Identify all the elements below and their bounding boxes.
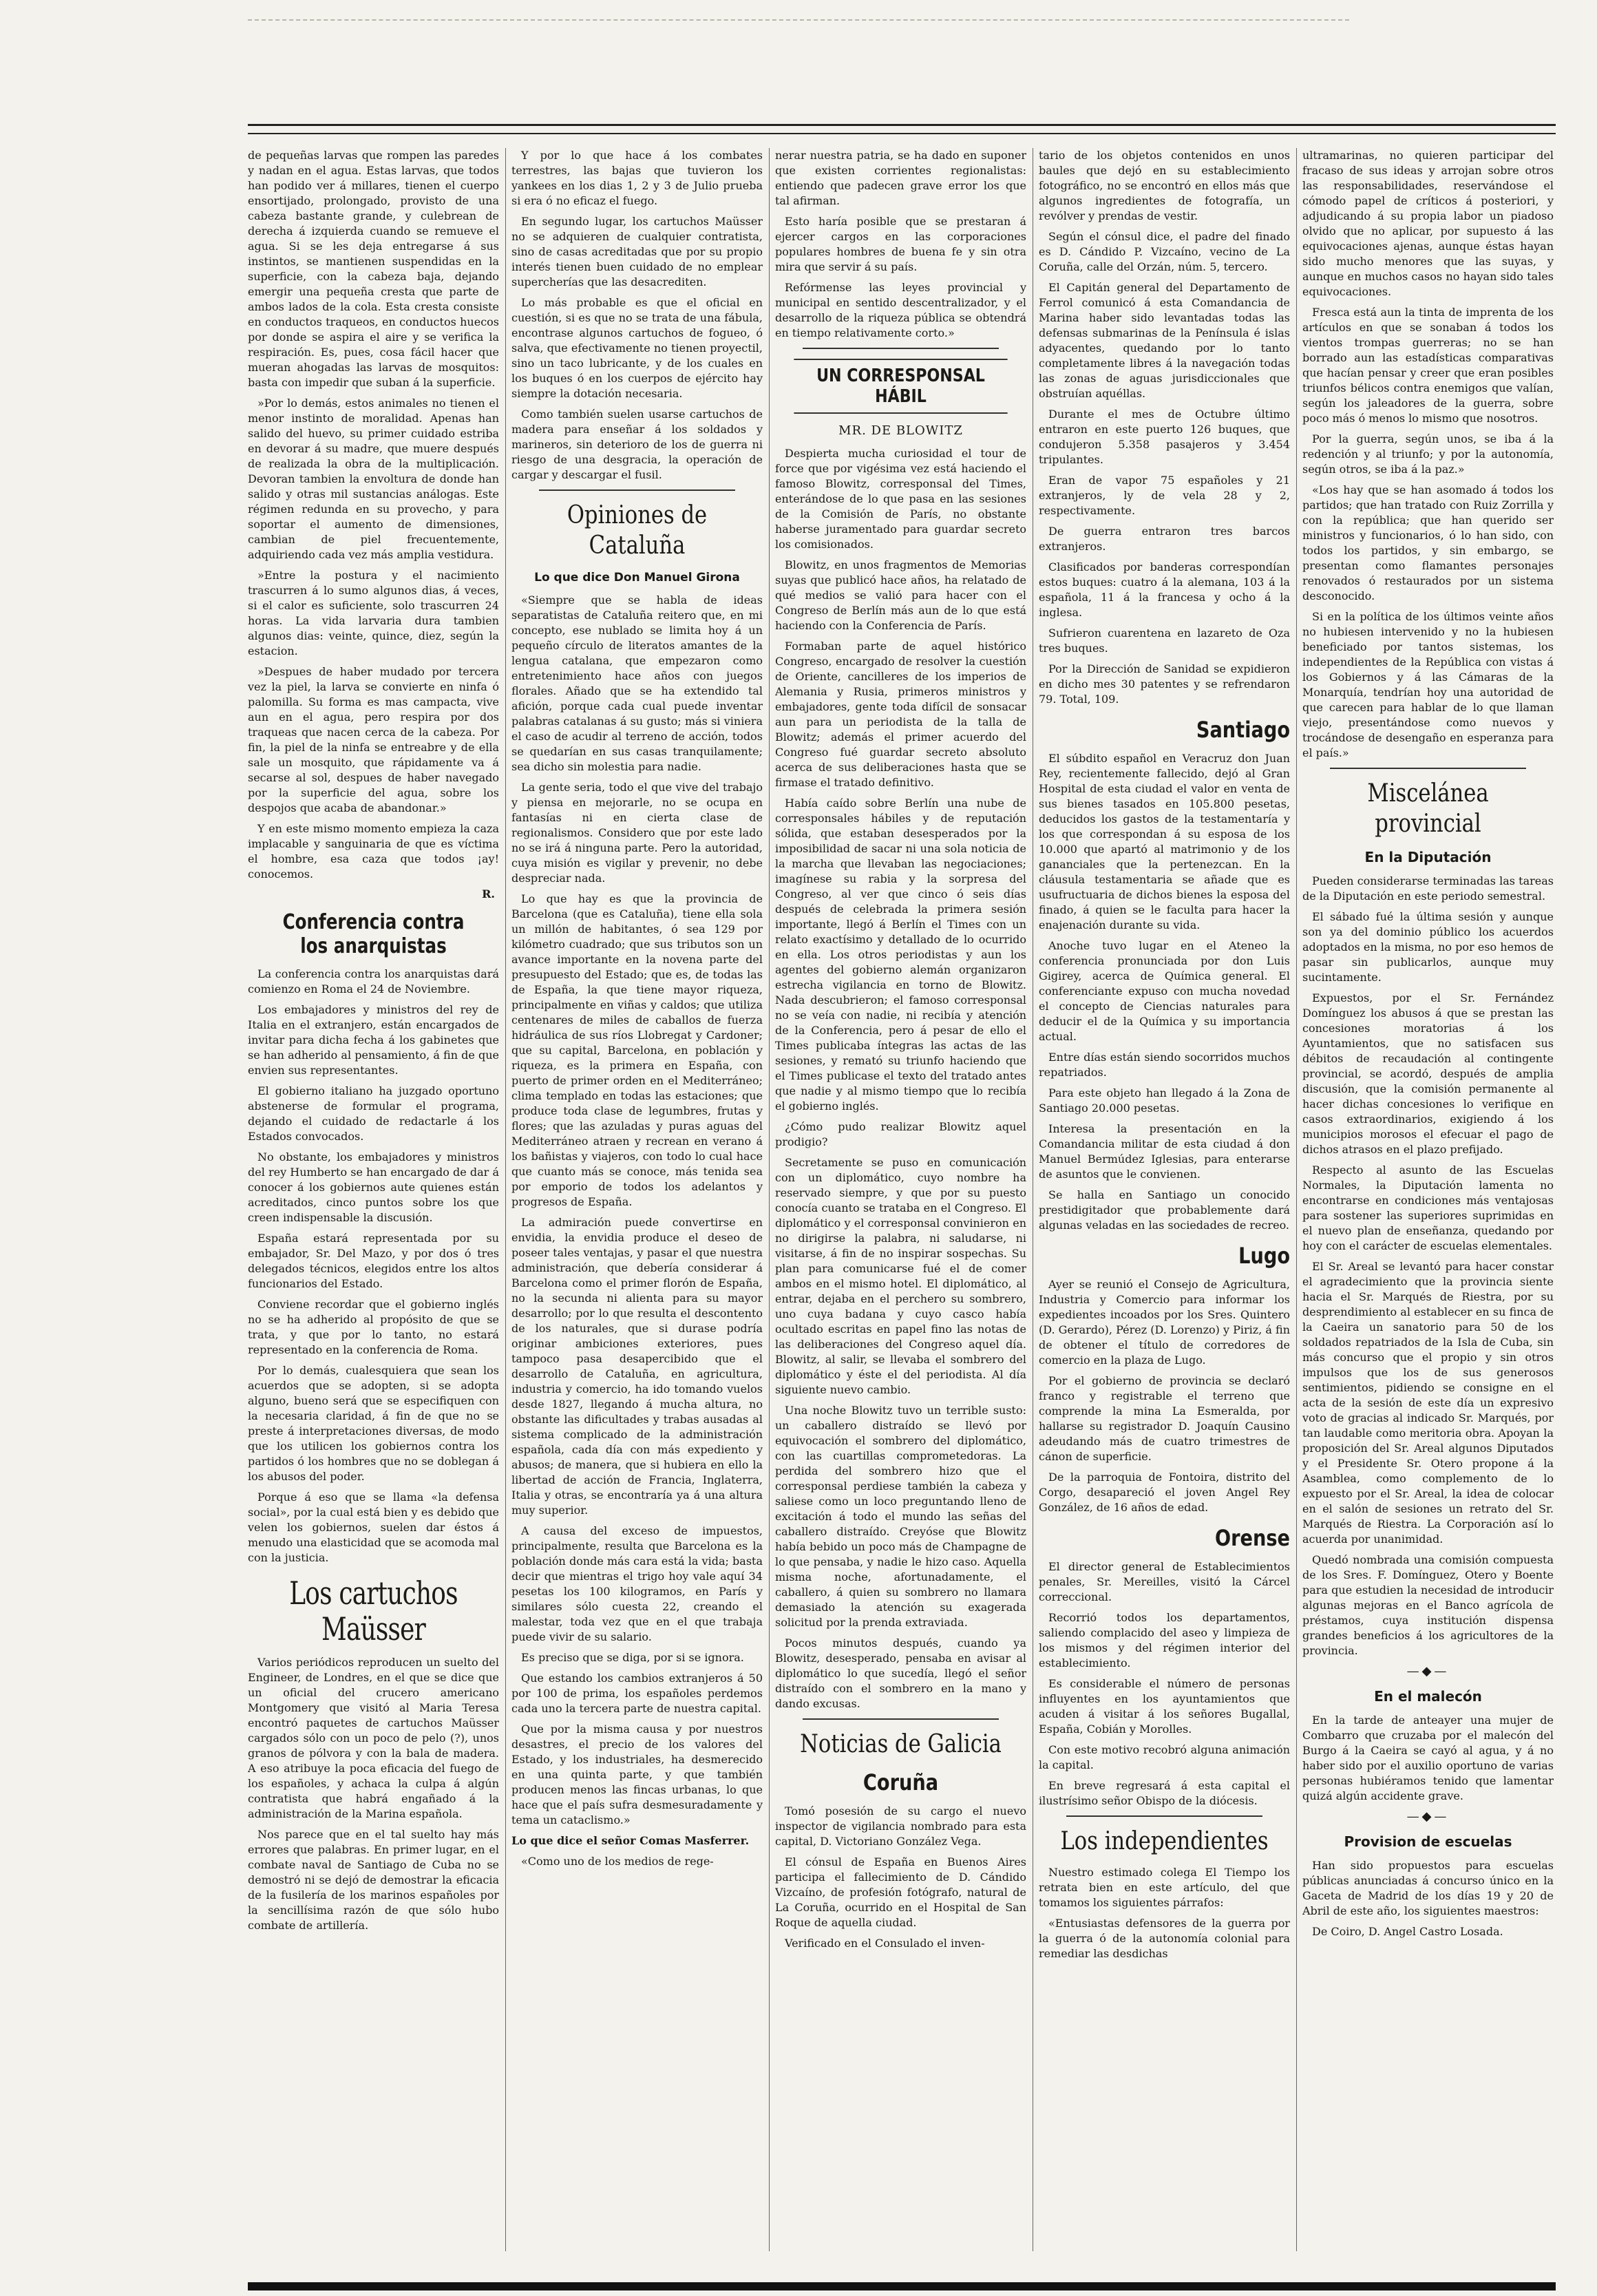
column-1 — [248, 148, 499, 2251]
article-paragraph: ¿Cómo pudo realizar Blowitz aquel prodigio? — [775, 1120, 1026, 1148]
article-paragraph: Para este objeto han llegado á la Zona de Santiago 20.000 pesetas. — [1039, 1086, 1290, 1115]
article-paragraph: «Entusiastas defensores de la guerra por la guerra ó de la autonomía colonial para remediar las desdichas — [1039, 1917, 1290, 1960]
newspaper-columns — [248, 148, 1556, 2255]
divider — [1330, 768, 1526, 769]
subheadline-escuelas: Provision de escuelas — [1344, 1833, 1512, 1850]
ornament-divider: —◆— — [1406, 1809, 1450, 1824]
headline-conferencia: Conferencia contra los anarquistas — [282, 910, 465, 958]
headline-galicia: Noticias de Galicia — [800, 1730, 1002, 1758]
article-paragraph: Por lo demás, cualesquiera que sean los acuerdos que se adopten, si se adopta alguno, bueno será que se especifiquen con la necesaria claridad, á fin de que no se preste á interpretaciones diversas, de modo que los utilicen los gobiernos contra los partidos ó los hombres que no se doblegan á los abusos del poder. — [248, 1364, 499, 1483]
section-orense: Orense — [1215, 1525, 1290, 1551]
article-paragraph: Anoche tuvo lugar en el Ateneo la conferencia pronunciada por don Luis Gigirey, acerca de Química general. El conferenciante expuso con mucha novedad el concepto de Ciencias naturales para deducir el de la Química y su importancia actual. — [1039, 939, 1290, 1043]
article-paragraph: Ayer se reunió el Consejo de Agricultura, Industria y Comercio para informar los expedientes incoados por los Sres. Quintero (D. Gerardo), Pérez (D. Lorenzo) y Piriz, á fin de obtener el título de corredores de comercio en la plaza de Lugo. — [1039, 1278, 1290, 1367]
article-paragraph: »Por lo demás, estos animales no tienen el menor instinto de moralidad. Apenas han salido del huevo, su primer cuidado estriba en devorar á su madre, que muere después de realizada la obra de la multiplicación. Devoran tambien la envoltura de donde han salido y otras mil sustancias análogas. Este régimen redunda en su provecho, y para soportar el aumento de dimensiones, cambian de piel frecuentemente, adquiriendo cada vez más amplia vestidura. — [248, 397, 499, 561]
article-paragraph: De la parroquia de Fontoira, distrito del Corgo, desapareció el joven Angel Rey González, de 16 años de edad. — [1039, 1471, 1290, 1514]
divider — [803, 348, 999, 349]
article-paragraph: Eran de vapor 75 españoles y 21 extranjeros, ly de vela 28 y 2, respectivamente. — [1039, 474, 1290, 517]
article-paragraph: De Coiro, D. Angel Castro Losada. — [1312, 1925, 1503, 1938]
article-paragraph: La admiración puede convertirse en envidia, la envidia produce el deseo de poseer tales ventajas, y pasar el que nuestra administración, que debería considerar á Barcelona como el primer florón de España, no la secunda ni alienta para su mayor desarrollo; por lo que resulta el descontento de los naturales, que si durase podría originar ambiciones exteriores, pues tampoco pasa desapercibido que el desarrollo de Cataluña, en agricultura, industria y comercio, ha ido tomando vuelos desde 1827, llegando á mucha altura, no obstante las dificultades y trabas ausadas al sistema complicado de la administración española, cada día con más expediento y abusos; de manera, que si hubiera en ello la libertad de acción de Francia, Inglaterra, Italia y otras, se encontraría ya á una altura muy superior. — [511, 1216, 763, 1517]
headline-miscelanea: Miscelánea provincial — [1367, 779, 1489, 838]
column-separator — [769, 148, 770, 2251]
article-paragraph: Expuestos, por el Sr. Fernández Domínguez los abusos á que se prestan las concesiones moratorias á los Ayuntamientos, que no satisfacen sus débitos de recaudación al contingente provincial, se acordó, después de amplia discusión, que la comisión permanente al hacer dichas concesiones lo verifique en casos extraordinarios, exigiendo á los municipios morosos el efecuar el pago de dichos atrasos en el plazo prefijado. — [1302, 991, 1554, 1156]
article-paragraph: Con este motivo recobró alguna animación la capital. — [1039, 1743, 1290, 1771]
article-paragraph: Sufrieron cuarentena en lazareto de Oza tres buques. — [1039, 626, 1290, 655]
article-paragraph: Recorrió todos los departamentos, saliendo complacido del aseo y limpieza de los mismos y del régimen interior del establecimiento. — [1039, 1611, 1290, 1670]
article-paragraph: Por la Dirección de Sanidad se expidieron en dicho mes 30 patentes y se refrendaron 79. Total, 109. — [1039, 662, 1290, 706]
article-paragraph: El Sr. Areal se levantó para hacer constar el agradecimiento que la provincia siente hacia el Sr. Marqués de Riestra, por su desprendimiento al establecer en su finca de la Caeira un sanatorio para 50 de los soldados repatriados de la Isla de Cuba, sin más concurso que el propio y sin otros impulsos que los de sus generosos sentimientos, pidiendo se consigne en el acta de la sesión de este día un expresivo voto de gracias al indicado Sr. Marqués, por tan laudable como meritoria obra. Apoyan la proposición del Sr. Areal algunos Diputados y el Presidente Sr. Otero propone á la Asamblea, como complemento de lo expuesto por el Sr. Areal, la idea de colocar en el salón de sesiones un retrato del Sr. Marqués de Riestra. La Corporación así lo acuerda por unanimidad. — [1302, 1260, 1554, 1546]
article-paragraph: Entre días están siendo socorridos muchos repatriados. — [1039, 1051, 1290, 1079]
article-paragraph: Como también suelen usarse cartuchos de madera para enseñar á los soldados y marineros, sin deterioro de los de guerra ni riesgo de una desgracia, la operación de cargar y descargar el fusil. — [511, 408, 763, 481]
article-paragraph: En segundo lugar, los cartuchos Maüsser no se adquieren de cualquier contratista, sino de casas acreditadas que por su propio interés tienen buen cuidado de no emplear supercherías que las desacrediten. — [511, 215, 763, 288]
article-paragraph: Por la guerra, según unos, se iba á la redención y al triunfo; y por la autonomía, según otros, se iba á la paz.» — [1302, 432, 1554, 476]
article-paragraph: Blowitz, en unos fragmentos de Memorias suyas que publicó hace años, ha relatado de qué medios se valió para hacer con el Congreso de Berlín más aun de lo que está haciendo con la Conferencia de París. — [775, 558, 1026, 632]
article-paragraph: Han sido propuestos para escuelas públicas anunciadas á concurso único en la Gaceta de Madrid de los días 19 y 20 de Abril de este año, los siguientes maestros: — [1302, 1859, 1554, 1917]
article-paragraph: El gobierno italiano ha juzgado oportuno abstenerse de formular el programa, dejando el cuidado de redactarle á los Estados convocados. — [248, 1084, 499, 1143]
article-paragraph: «Como uno de los medios de rege- — [521, 1855, 714, 1868]
article-paragraph: No obstante, los embajadores y ministros del rey Humberto se han encargado de dar á conocer á los gobiernos aute quienes están acreditados, cinco puntos sobre los que creen indispensable la discusión. — [248, 1150, 499, 1224]
subheadline-girona: Lo que dice Don Manuel Girona — [534, 571, 740, 584]
bottom-rule — [248, 2282, 1556, 2290]
article-paragraph: Varios periódicos reproducen un suelto del Engineer, de Londres, en el que se dice que un oficial del crucero americano Montgomery que visitó al Maria Teresa encontró paquetes de cartuchos Maüsser cargados sólo con un poco de pelo (?), unos granos de pólvora y con la bala de madera. A eso atribuye la poca eficacia del fuego de los españoles, y achaca la culpa á algún contratista que habrá engañado á la administración de la Marina española. — [248, 1656, 499, 1820]
article-paragraph: Los embajadores y ministros del rey de Italia en el extranjero, están encargados de invitar para dicha fecha á los gabinetes que se han adherido al pensamiento, á fin de que envien sus representantes. — [248, 1003, 499, 1077]
article-paragraph: Nuestro estimado colega El Tiempo los retrata bien en este artículo, del que tomamos los siguientes párrafos: — [1039, 1866, 1290, 1909]
article-paragraph: Había caído sobre Berlín una nube de corresponsales hábiles y de reputación sólida, que estaban desesperados por la imposibilidad de sacar ni una sola noticia de la marcha que llevaban las negociaciones; imagínese su rabia y la sorpresa del Congreso, al ver que cinco ó seis días después de celebrada la primera sesión importante, llegó á Berlín el Times con un relato exactísimo y detallado de lo ocurrido en ella. Los otros periodistas y aun los agentes del gobierno alemán organizaron estrecha vigilancia en torno de Blowitz. Nada descubrieron; el famoso corresponsal no se veía con nadie, ni recibía y atención de la Conferencia, pero á pesar de ello el Times publicaba íntegras las actas de las sesiones, y remató su triunfo haciendo que el Times publicase el texto del tratado antes que nadie y al mismo tiempo que lo recibía el gobierno inglés. — [775, 797, 1026, 1113]
article-paragraph: Lo más probable es que el oficial en cuestión, si es que no se trata de una fábula, encontrase algunos cartuchos de fogueo, ó salva, que efectivamente no tienen proyectil, sino un taco lubricante, y de los cuales en los buques ó en los cuerpos de ejército hay siempre la dotación necesaria. — [511, 296, 763, 400]
article-paragraph: Por el gobierno de provincia se declaró franco y registrable el terreno que comprende la mina La Esmeralda, por hallarse su registrador D. Joaquín Causino adeudando más de cuatro trimestres de cánon de superficie. — [1039, 1374, 1290, 1463]
article-paragraph: Secretamente se puso en comunicación con un diplomático, cuyo nombre ha reservado siempre, y que por su puesto conocía cuanto se trataba en el Congreso. El diplomático y el corresponsal convinieron en no dirigirse la palabra, ni saludarse, ni visitarse, á fin de no inspirar sospechas. Su plan para comunicarse fué el de comer ambos en el mismo hotel. El diplomático, al entrar, dejaba en el perchero su sombrero, uno cuya badana y cuyo casco había ocultado escritas en papel fino las notas de las deliberaciones del Congreso aquel día. Blowitz, al salir, se llevaba el sombrero del diplomático y éste el del periodista. Al día siguiente nuevo cambio. — [775, 1156, 1026, 1396]
article-paragraph: ultramarinas, no quieren participar del fracaso de sus ideas y arrojan sobre otros las responsabilidades, reservándose el cómodo papel de críticos á posteriori, y adjudicando á su propia labor un piadoso olvido que no aplicar, por supuesto á las equivocaciones ajenas, aunque éstas hayan sido mucho menores que las suyas, y aunque en muchos casos no hayan sido tales equivocaciones. — [1302, 149, 1554, 298]
top-dashed-rule — [248, 19, 1349, 23]
column-separator — [505, 148, 506, 2251]
article-paragraph: Refórmense las leyes provincial y municipal en sentido descentralizador, y el desarrollo de la riqueza pública se obtendrá en tiempo relativamente corto.» — [775, 281, 1026, 339]
article-paragraph: »Entre la postura y el nacimiento trascurren á lo sumo algunos dias, á veces, si el calor es suficiente, solo trascurren 24 horas. La vida larvaria dura tambien algunos dias: veinte, quince, diez, según la estacion. — [248, 569, 499, 657]
article-paragraph: La gente seria, todo el que vive del trabajo y piensa en mejorarle, no se ocupa en fantasías ni en cierta clase de regionalismos. Considero que por este lado no se irá á ninguna parte. Pero la autoridad, cuya misión es vigilar y prevenir, no debe despreciar nada. — [511, 781, 763, 885]
subheadline-blowitz: MR. DE BLOWITZ — [838, 423, 963, 438]
column-2 — [511, 148, 763, 2251]
article-paragraph: Si en la política de los últimos veinte años no hubiesen intervenido y no la hubiesen beneficiado por tantos sistemas, los independientes de la República con vistas á los Gobiernos y á las Cámaras de la Monarquía, tendrían hoy una autoridad de que carecen para hablar de lo que llaman viejo, presentándose como nuevos y trocándose de desengaño en esperanza para el país.» — [1302, 610, 1554, 759]
article-paragraph: nerar nuestra patria, se ha dado en suponer que existen corrientes regionalistas: entiendo que padecen grave error los que tal afirman. — [775, 149, 1026, 207]
article-paragraph: «Los hay que se han asomado á todos los partidos; que han tratado con Ruiz Zorrilla y con la república; que han querido ser ministros y funcionarios, ó lo han sido, con todos los partidos, y sin embargo, se presentan como flamantes personajes renovados ó restaurados por un sistema desconocido. — [1302, 483, 1554, 602]
article-paragraph: Conviene recordar que el gobierno inglés no se ha adherido al propósito de que se trata, y que por lo tanto, no estará representado en la conferencia de Roma. — [248, 1298, 499, 1356]
article-paragraph: Es considerable el número de personas influyentes en los ayuntamientos que acuden á visitar á los señores Bugallal, España, Cobián y Morolles. — [1039, 1677, 1290, 1736]
article-paragraph: El Capitán general del Departamento de Ferrol comunicó á esta Comandancia de Marina haber sido levantadas todas las defensas submarinas de la Península é islas adyacentes, quedando por lo tanto completamente libres á la navegación todas las zonas de aguas jurisdiccionales que obstruían aquéllas. — [1039, 281, 1290, 400]
article-paragraph: A causa del exceso de impuestos, principalmente, resulta que Barcelona es la población donde más cara está la vida; basta decir que mientras el trigo hoy vale aquí 34 pesetas los 100 kilogramos, en París y similares sólo cuesta 22, creando el malestar, toda vez que en el que trabaja puede vivir de su salario. — [511, 1524, 763, 1643]
subheadline-diputacion: En la Diputación — [1364, 849, 1492, 865]
article-paragraph: Despierta mucha curiosidad el tour de force que por vigésima vez está haciendo el famoso Blowitz, corresponsal del Times, enterándose de lo que pasa en las sesiones de la Comisión de París, no obstante haberse juramentado para guardar secreto los comisionados. — [775, 447, 1026, 551]
section-lugo: Lugo — [1238, 1243, 1290, 1269]
column-3 — [775, 148, 1026, 2251]
article-paragraph: El cónsul de España en Buenos Aires participa el fallecimiento de D. Cándido Vizcaíno, de profesión fotógrafo, natural de La Coruña, ocurrido en el Hospital de San Roque de aquella ciudad. — [775, 1855, 1026, 1929]
headline-corresponsal: UN CORRESPONSAL HÁBIL — [794, 359, 1007, 414]
article-paragraph: En breve regresará á esta capital el ilustrísimo señor Obispo de la diócesis. — [1039, 1779, 1290, 1807]
column-5 — [1302, 148, 1554, 2251]
article-paragraph: «Siempre que se habla de ideas separatistas de Cataluña reitero que, en mi concepto, ese nublado se limita hoy á un pequeño círculo de literatos amantes de la lengua catalana, que empezaron como entretenimiento hace años con juegos florales. Añado que se ha extendido tal afición, porque cada cual puede inventar palabras catalanas á su gusto; más si viniera el caso de acudir al terreno de acción, todos se quedarían en sus casas tranquilamente; sea dicho sin molestia para nadie. — [511, 593, 763, 773]
column-4 — [1039, 148, 1290, 2251]
article-paragraph: Fresca está aun la tinta de imprenta de los artículos en que se sonaban á todos los vientos trompas guerreras; no se han borrado aun las estadísticas comparativas que hacían pensar y creer que eran posibles triunfos bélicos contra enemigos que valían, según los jaleadores de la guerra, sobre poco más ó menos lo mismo que nosotros. — [1302, 306, 1554, 425]
article-paragraph: Nos parece que en el tal suelto hay más errores que palabras. En primer lugar, en el combate naval de Santiago de Cuba no se demostró ni se dejó de demostrar la eficacia de la fusilería de los marinos españoles por la sencillísima razón de que sólo hubo combate de artillería. — [248, 1828, 499, 1932]
article-paragraph: El sábado fué la última sesión y aunque son ya del dominio público los acuerdos adoptados en la misma, no por eso hemos de pasar sin publicarlos, aunque muy sucintamente. — [1302, 910, 1554, 984]
divider — [539, 489, 735, 491]
article-paragraph: Tomó posesión de su cargo el nuevo inspector de vigilancia nombrado para esta capital, D. Victoriano González Vega. — [775, 1804, 1026, 1848]
column-separator — [1296, 148, 1297, 2251]
headline-cartuchos: Los cartuchos Maüsser — [289, 1574, 458, 1647]
article-paragraph: Pueden considerarse terminadas las tareas de la Diputación en este periodo semestral. — [1302, 874, 1554, 903]
section-coruna: Coruña — [863, 1769, 939, 1795]
article-paragraph: Respecto al asunto de las Escuelas Normales, la Diputación lamenta no encontrarse en condiciones más ventajosas para sostener las superiores suprimidas en el nuevo plan de enseñanza, quedando por hoy con el carácter de escuelas elementales. — [1302, 1163, 1554, 1252]
article-paragraph: Durante el mes de Octubre último entraron en este puerto 126 buques, que condujeron 5.358 pasajeros y 3.454 tripulantes. — [1039, 408, 1290, 466]
headline-independientes: Los independientes — [1060, 1827, 1269, 1855]
article-paragraph: Formaban parte de aquel histórico Congreso, encargado de resolver la cuestión de Oriente, cancilleres de los imperios de Alemania y Rusia, primeros ministros y embajadores, gente toda difícil de sonsacar aun para un periodista de la talla de Blowitz; además el primer acuerdo del Congreso fué guardar secreto absoluto acerca de sus deliberaciones hasta que se firmase el tratado definitivo. — [775, 640, 1026, 789]
article-paragraph: La conferencia contra los anarquistas dará comienzo en Roma el 24 de Noviembre. — [248, 967, 499, 996]
subheadline-malecon: En el malecón — [1374, 1688, 1482, 1705]
article-paragraph: El súbdito español en Veracruz don Juan Rey, recientemente fallecido, dejó al Gran Hospital de esta ciudad el valor en venta de sus bienes tasados en 105.800 pesetas, deducidos los gastos de la testamentaría y los que correspondan á su esposa de los 10.000 que apartó al matrimonio y de los gananciales que la pertenezcan. En la cláusula testamentaria se añade que es usufructuaria de dichos bienes la esposa del finado, á quien se le faculta para hacer la enajenación durante su vida. — [1039, 752, 1290, 931]
article-paragraph: Una noche Blowitz tuvo un terrible susto: un caballero distraído se llevó por equivocación el sombrero del diplomático, con las cuartillas comprometedoras. La perdida del sombrero hizo que el corresponsal perdiese también la cabeza y saliese como un loco preguntando lleno de excitación á todo el mundo las señas del caballero distraído. Creyóse que Blowitz había bebido un poco más de Champagne de lo que pensaba, y nadie le hizo caso. Aquella misma noche, afortunadamente, el caballero, á quien su sombrero no llamara demasiado la atención su exagerada solicitud por la prenda extraviada. — [775, 1404, 1026, 1629]
article-paragraph: En la tarde de anteayer una mujer de Combarro que cruzaba por el malecón del Burgo á la Caeira se cayó al agua, y á no haber sido por el auxilio oportuno de varias personas hubiéramos tenido que lamentar quizá algún accidente grave. — [1302, 1714, 1554, 1802]
article-paragraph: »Despues de haber mudado por tercera vez la piel, la larva se convierte en ninfa ó palomilla. Su forma es mas campacta, vive aun en el agua, pero respira por dos traqueas que nacen cerca de la cabeza. Por fin, la piel de la ninfa se entreabre y de ella sale un mosquito, que rápidamente va á secarse al sol, despues de haber navegado por la superficie del agua, sobre los despojos que acaba de abandonar.» — [248, 665, 499, 814]
ornament-divider: —◆— — [1406, 1664, 1450, 1678]
header-rule — [248, 124, 1556, 134]
section-santiago: Santiago — [1196, 717, 1290, 743]
divider — [1066, 1815, 1262, 1817]
article-paragraph: El director general de Establecimientos penales, Sr. Mereilles, visitó la Cárcel correccional. — [1039, 1560, 1290, 1603]
article-paragraph: Que estando los cambios extranjeros á 50 por 100 de prima, los españoles perdemos cada uno la tercera parte de nuestra capital. — [511, 1672, 763, 1715]
article-paragraph: tario de los objetos contenidos en unos baules que dejó en su establecimiento fotográfico, no se encontró en ellos más que algunos ingredientes de fotografía, un revólver y prendas de vestir. — [1039, 149, 1290, 222]
article-paragraph: Porque á eso que se llama «la defensa social», por la cual está bien y es debido que velen los gobiernos, suelen dar éstos á menudo una elasticidad que se acomoda mal con la justicia. — [248, 1491, 499, 1564]
article-paragraph: Lo que hay es que la provincia de Barcelona (que es Cataluña), tiene ella sola un millón de habitantes, ó sea 129 por kilómetro cuadrado; que sus tributos son un avance importante en la novena parte del presupuesto del Estado; que es, de todas las de España, la que tiene mayor riqueza, principalmente en viñas y caldos; que utiliza centenares de miles de caballos de fuerza hidráulica de sus ríos Llobregat y Cardoner; que su capital, Barcelona, en población y riqueza, es la primera en España, con puerto de primer orden en el Mediterráneo; clima templado en todas las estaciones; que produce toda clase de legumbres, frutas y flores; que las azuladas y puras aguas del Mediterráneo atraen y recrean en verano á los bañistas y viajeros, con todo lo cual hace que cuanto más se conoce, más tenida sea por emporio de todos los adelantos y progresos de España. — [511, 892, 763, 1208]
article-paragraph: Se halla en Santiago un conocido prestidigitador que probablemente dará algunas veladas en las sociedades de recreo. — [1039, 1188, 1290, 1232]
signature: R. — [482, 887, 495, 901]
article-paragraph: España estará representada por su embajador, Sr. Del Mazo, y por dos ó tres delegados técnicos, elegidos entre los altos funcionarios del Estado. — [248, 1232, 499, 1290]
article-paragraph: Verificado en el Consulado el inven- — [785, 1937, 985, 1950]
article-paragraph: Y en este mismo momento empieza la caza implacable y sanguinaria de que es víctima el hombre, esa caza que todos ¡ay! conocemos. — [248, 822, 499, 881]
article-paragraph: Según el cónsul dice, el padre del finado es D. Cándido P. Vizcaíno, vecino de La Coruña, calle del Orzán, núm. 5, tercero. — [1039, 230, 1290, 273]
article-paragraph: Clasificados por banderas correspondían estos buques: cuatro á la alemana, 103 á la española, 11 á la francesa y ocho á la inglesa. — [1039, 560, 1290, 619]
article-paragraph: Quedó nombrada una comisión compuesta de los Sres. F. Domínguez, Otero y Boente para que estudien la necesidad de introducir algunas mejoras en el Banco agrícola de préstamos, cuya institución dispensa grandes beneficios á los agricultores de la provincia. — [1302, 1553, 1554, 1657]
subheadline-comas: Lo que dice el señor Comas Masferrer. — [511, 1834, 750, 1847]
article-paragraph: Que por la misma causa y por nuestros desastres, el precio de los valores del Estado, y los industriales, ha desmerecido en una quinta parte, y que también producen menos las fincas urbanas, lo que hace que el país sufra desmesuradamente y tema un cataclismo.» — [511, 1723, 763, 1826]
article-paragraph: Interesa la presentación en la Comandancia militar de esta ciudad á don Manuel Bermúdez Iglesias, para enterarse de asuntos que le convienen. — [1039, 1122, 1290, 1181]
divider — [803, 1718, 999, 1720]
article-paragraph: de pequeñas larvas que rompen las paredes y nadan en el agua. Estas larvas, que todos han podido ver á millares, tienen el cuerpo ensortijado, prolongado, provisto de una cabeza bastante grande, y culebrean de derecha á izquierda cuando se remueve el agua. Si se les deja entregarse á sus instintos, se mantienen suspendidas en la superficie, con la cabeza baja, dejando emergir una pequeña cresta que parte de ambos lados de la cola. Esta cresta consiste en conductos traqueos, en conductos huecos por donde se aspira el aire y se verifica la respiración. Es, pues, cosa fácil hacer que mueran ahogadas las larvas de mosquitos: basta con impedir que suban á la superficie. — [248, 149, 499, 389]
article-paragraph: Pocos minutos después, cuando ya Blowitz, desesperado, pensaba en avisar al diplomático lo que sucedía, llegó el señor distraído con el sombrero en la mano y dando excusas. — [775, 1636, 1026, 1710]
article-paragraph: Y por lo que hace á los combates terrestres, las bajas que tuvieron los yankees en los dias 1, 2 y 3 de Julio prueba si era ó no eficaz el fuego. — [511, 149, 763, 207]
article-paragraph: Esto haría posible que se prestaran á ejercer cargos en las corporaciones populares hombres de buena fe y sin otra mira que servir á su país. — [775, 215, 1026, 273]
article-paragraph: Es preciso que se diga, por si se ignora. — [521, 1651, 744, 1664]
article-paragraph: De guerra entraron tres barcos extranjeros. — [1039, 525, 1290, 553]
headline-opiniones: Opiniones de Cataluña — [567, 501, 708, 560]
